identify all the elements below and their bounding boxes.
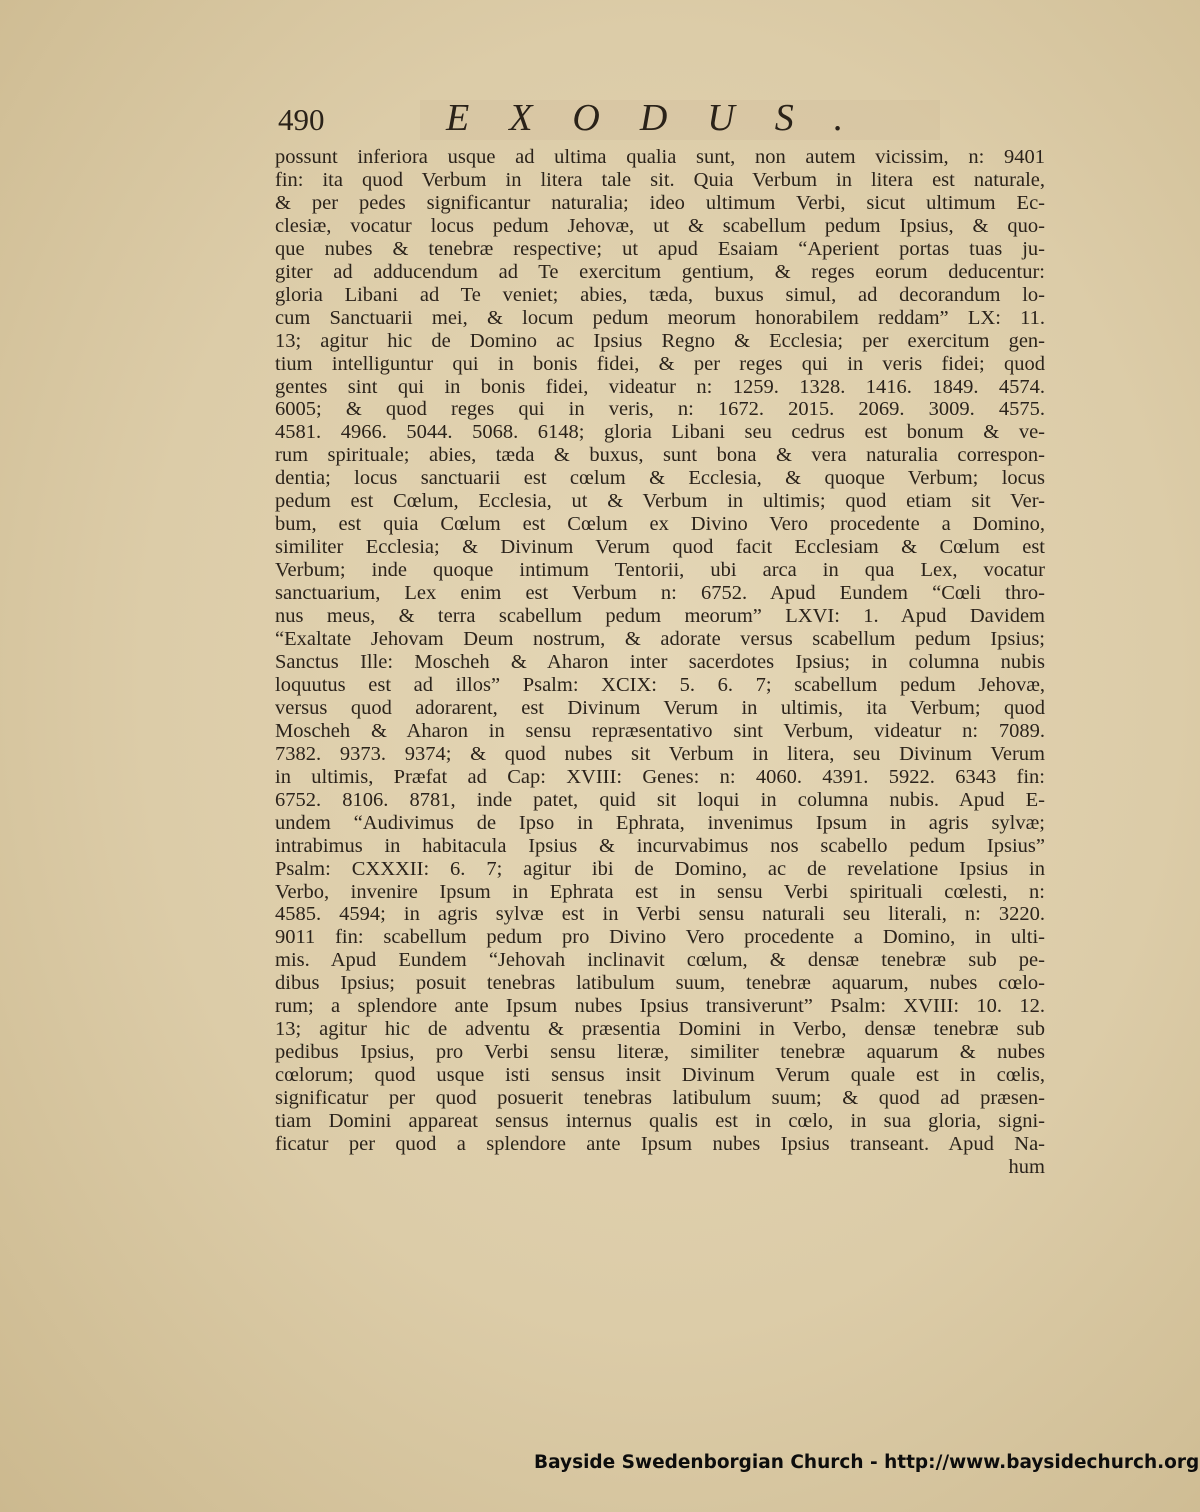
text-line: sanctuarium, Lex enim est Verbum n: 6752. Apud Eundem “Cœli thro- [275, 582, 1045, 605]
text-line: Psalm: CXXXII: 6. 7; agitur ibi de Domino, ac de revelatione Ipsius in [275, 857, 1045, 880]
text-line: 9011 fin: scabellum pedum pro Divino Vero procedente a Domino, in ulti- [275, 926, 1045, 949]
text-line: rum; a splendore ante Ipsum nubes Ipsius transiverunt” Psalm: XVIII: 10. 12. [275, 995, 1045, 1018]
text-line: 7382. 9373. 9374; & quod nubes sit Verbum in litera, seu Divinum Verum [275, 742, 1045, 765]
text-line: pedum est Cœlum, Ecclesia, ut & Verbum in ultimis; quod etiam sit Ver- [275, 490, 1045, 513]
page-header [278, 96, 1038, 142]
text-line: tiam Domini appareat sensus internus qualis est in cœlo, in sua gloria, signi- [275, 1110, 1045, 1133]
text-line: cœlorum; quod usque isti sensus insit Divinum Verum quale est in cœlis, [275, 1064, 1045, 1087]
text-line: Moscheh & Aharon in sensu repræsentativo sint Verbum, videatur n: 7089. [275, 719, 1045, 742]
text-line: 6005; & quod reges qui in veris, n: 1672. 2015. 2069. 3009. 4575. [275, 398, 1045, 421]
text-line: 13; agitur hic de Domino ac Ipsius Regno & Ecclesia; per exercitum gen- [275, 329, 1045, 352]
text-line: “Exaltate Jehovam Deum nostrum, & adorate versus scabellum pedum Ipsius; [275, 628, 1045, 651]
text-line: loquutus est ad illos” Psalm: XCIX: 5. 6. 7; scabellum pedum Jehovæ, [275, 673, 1045, 696]
text-line: pedibus Ipsius, pro Verbi sensu literæ, similiter tenebræ aquarum & nubes [275, 1041, 1045, 1064]
text-line: giter ad adducendum ad Te exercitum gentium, & reges eorum deducentur: [275, 260, 1045, 283]
text-line: dentia; locus sanctuarii est cœlum & Ecclesia, & quoque Verbum; locus [275, 467, 1045, 490]
text-line: gentes sint qui in bonis fidei, videatur n: 1259. 1328. 1416. 1849. 4574. [275, 375, 1045, 398]
text-line: 4581. 4966. 5044. 5068. 6148; gloria Libani seu cedrus est bonum & ve- [275, 421, 1045, 444]
text-line: hum [1008, 1155, 1045, 1178]
text-line: in ultimis, Præfat ad Cap: XVIII: Genes: n: 4060. 4391. 5922. 6343 fin: [275, 765, 1045, 788]
text-line: nus meus, & terra scabellum pedum meorum” LXVI: 1. Apud Davidem [275, 605, 1045, 628]
text-line: bum, est quia Cœlum est Cœlum ex Divino Vero procedente a Domino, [275, 513, 1045, 536]
text-line: Sanctus Ille: Moscheh & Aharon inter sacerdotes Ipsius; in columna nubis [275, 650, 1045, 673]
text-line: undem “Audivimus de Ipso in Ephrata, invenimus Ipsum in agris sylvæ; [275, 811, 1045, 834]
text-line: Verbo, invenire Ipsum in Ephrata est in sensu Verbi spirituali cœlesti, n: [275, 880, 1045, 903]
text-line: fin: ita quod Verbum in litera tale sit. Quia Verbum in litera est naturale, [275, 168, 1045, 191]
running-title: EXODUS. [446, 97, 884, 139]
text-line: gloria Libani ad Te veniet; abies, tæda, buxus simul, ad decorandum lo- [275, 283, 1045, 306]
text-line: ficatur per quod a splendore ante Ipsum nubes Ipsius transeant. Apud Na- [275, 1132, 1045, 1155]
watermark: Bayside Swedenborgian Church - http://www.baysidechurch.org [534, 1452, 1200, 1473]
text-line: Verbum; inde quoque intimum Tentorii, ubi arca in qua Lex, vocatur [275, 559, 1045, 582]
text-line: similiter Ecclesia; & Divinum Verum quod facit Ecclesiam & Cœlum est [275, 536, 1045, 559]
text-line: intrabimus in habitacula Ipsius & incurvabimus nos scabello pedum Ipsius” [275, 834, 1045, 857]
text-line: cum Sanctuarii mei, & locum pedum meorum honorabilem reddam” LX: 11. [275, 306, 1045, 329]
text-line: rum spirituale; abies, tæda & buxus, sunt bona & vera naturalia correspon- [275, 444, 1045, 467]
text-line: & per pedes significantur naturalia; ideo ultimum Verbi, sicut ultimum Ec- [275, 191, 1045, 214]
text-line: clesiæ, vocatur locus pedum Jehovæ, ut & scabellum pedum Ipsius, & quo- [275, 214, 1045, 237]
page-number: 490 [278, 102, 325, 137]
text-line: dibus Ipsius; posuit tenebras latibulum suum, tenebræ aquarum, nubes cœlo- [275, 972, 1045, 995]
text-line: 13; agitur hic de adventu & præsentia Domini in Verbo, densæ tenebræ sub [275, 1018, 1045, 1041]
text-line: tium intelliguntur qui in bonis fidei, & per reges qui in veris fidei; quod [275, 352, 1045, 375]
text-line: 6752. 8106. 8781, inde patet, quid sit loqui in columna nubis. Apud E- [275, 788, 1045, 811]
body-text [275, 146, 1045, 1179]
text-line: significatur per quod posuerit tenebras latibulum suum; & quod ad præsen- [275, 1087, 1045, 1110]
text-line: mis. Apud Eundem “Jehovah inclinavit cœlum, & densæ tenebræ sub pe- [275, 949, 1045, 972]
text-line: 4585. 4594; in agris sylvæ est in Verbi sensu naturali seu literali, n: 3220. [275, 903, 1045, 926]
text-line: versus quod adorarent, est Divinum Verum in ultimis, ita Verbum; quod [275, 696, 1045, 719]
text-line: possunt inferiora usque ad ultima qualia sunt, non autem vicissim, n: 9401 [275, 146, 1045, 168]
text-line: que nubes & tenebræ respective; ut apud Esaiam “Aperient portas tuas ju- [275, 237, 1045, 260]
